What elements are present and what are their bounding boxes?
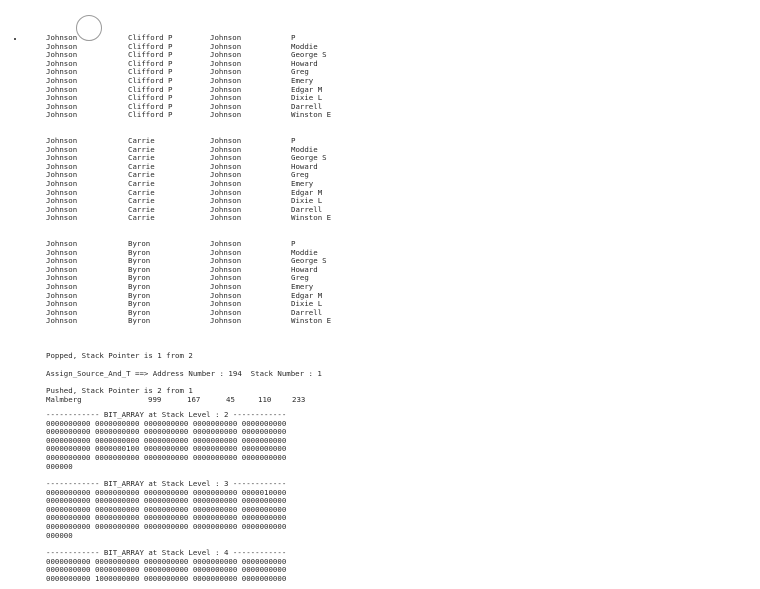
relative-surname-cell: Johnson (210, 153, 242, 163)
relative-surname-cell: Johnson (210, 110, 242, 120)
given-name-cell: Byron (128, 299, 151, 309)
bit-values: 0000000000 0000000000 0000000000 0000000000 0000000000 (46, 513, 287, 523)
given-name-cell: Clifford P (128, 101, 173, 111)
relative-surname-cell: Johnson (210, 264, 242, 274)
name-row (0, 316, 760, 325)
relative-given-name-cell: Greg (291, 170, 309, 180)
relative-given-name-cell: Emery (291, 76, 314, 85)
name-row (0, 213, 760, 222)
relative-given-name-cell: Edgar M (291, 187, 323, 197)
name-row (0, 110, 760, 119)
given-name-cell: Byron (128, 264, 151, 274)
surname-cell: Johnson (46, 299, 78, 309)
relative-given-name-cell: George S (291, 153, 327, 163)
relative-given-name-cell: Winston E (291, 213, 332, 223)
surname-cell: Johnson (46, 67, 78, 77)
relative-given-name-cell: Winston E (291, 110, 332, 120)
given-name-cell: Byron (128, 256, 151, 266)
surname-cell: Johnson (46, 239, 78, 248)
relative-surname-cell: Johnson (210, 273, 242, 283)
log-line (0, 351, 760, 360)
pushed-message: Pushed, Stack Pointer is 2 from 1 (46, 386, 193, 395)
popped-message: Popped, Stack Pointer is 1 from 2 (46, 351, 193, 360)
relative-given-name-cell: Dixie L (291, 299, 323, 309)
surname-cell: Johnson (46, 33, 78, 42)
log-line (0, 369, 760, 378)
bit-values: 0000000000 0000000000 0000000000 0000000000 0000000000 (46, 504, 287, 514)
relative-surname-cell: Johnson (210, 213, 242, 223)
record-number: 167 (187, 395, 201, 404)
relative-surname-cell: Johnson (210, 316, 242, 326)
given-name-cell: Byron (128, 290, 151, 300)
relative-surname-cell: Johnson (210, 76, 242, 85)
bit-values: 0000000000 0000000000 0000000000 0000000000 0000000000 (46, 418, 287, 428)
given-name-cell: Clifford P (128, 76, 173, 85)
surname-cell: Johnson (46, 316, 78, 326)
relative-surname-cell: Johnson (210, 33, 242, 42)
given-name-cell: Carrie (128, 153, 155, 163)
relative-given-name-cell: Moddie (291, 41, 318, 51)
relative-given-name-cell: Howard (291, 58, 318, 68)
given-name-cell: Clifford P (128, 58, 173, 68)
surname-cell: Johnson (46, 256, 78, 266)
surname-cell: Johnson (46, 50, 78, 60)
relative-given-name-cell: Greg (291, 67, 309, 77)
relative-surname-cell: Johnson (210, 41, 242, 51)
bit-array-row (0, 531, 760, 540)
given-name-cell: Carrie (128, 213, 155, 223)
bit-array-row (0, 462, 760, 471)
bit-array-title: ------------ BIT_ARRAY at Stack Level : 2 ------------ (46, 410, 287, 419)
relative-surname-cell: Johnson (210, 282, 242, 291)
given-name-cell: Carrie (128, 187, 155, 197)
relative-surname-cell: Johnson (210, 307, 242, 317)
surname-cell: Johnson (46, 101, 78, 111)
relative-surname-cell: Johnson (210, 247, 242, 257)
relative-given-name-cell: P (291, 33, 296, 42)
surname-cell: Johnson (46, 144, 78, 154)
record-number: 45 (226, 395, 235, 404)
bit-values: 0000000000 0000000000 0000000000 0000000000 0000000000 (46, 522, 287, 531)
given-name-cell: Carrie (128, 196, 155, 206)
log-line (0, 386, 760, 395)
relative-given-name-cell: Howard (291, 264, 318, 274)
record-number: 110 (258, 395, 272, 404)
surname-cell: Johnson (46, 290, 78, 300)
relative-surname-cell: Johnson (210, 179, 242, 188)
relative-given-name-cell: Darrell (291, 307, 323, 317)
given-name-cell: Carrie (128, 204, 155, 214)
surname-cell: Johnson (46, 161, 78, 171)
surname-cell: Johnson (46, 179, 78, 188)
relative-surname-cell: Johnson (210, 299, 242, 309)
given-name-cell: Byron (128, 307, 151, 317)
bit-array-row (0, 574, 760, 583)
given-name-cell: Byron (128, 247, 151, 257)
record-name: Malmberg (46, 395, 82, 404)
relative-surname-cell: Johnson (210, 290, 242, 300)
bit-values: 0000000000 0000000000 0000000000 0000000000 0000000000 (46, 565, 287, 575)
bit-values: 0000000000 0000000000 0000000000 0000000000 0000000000 (46, 496, 287, 506)
relative-surname-cell: Johnson (210, 58, 242, 68)
relative-given-name-cell: Moddie (291, 247, 318, 257)
surname-cell: Johnson (46, 110, 78, 120)
relative-given-name-cell: P (291, 136, 296, 145)
relative-surname-cell: Johnson (210, 101, 242, 111)
surname-cell: Johnson (46, 282, 78, 291)
bit-values: 0000000000 0000000000 0000000000 0000000000 0000000000 (46, 556, 287, 566)
relative-surname-cell: Johnson (210, 187, 242, 197)
given-name-cell: Carrie (128, 144, 155, 154)
bit-array-title: ------------ BIT_ARRAY at Stack Level : 3 ------------ (46, 479, 287, 488)
relative-given-name-cell: Moddie (291, 144, 318, 154)
surname-cell: Johnson (46, 93, 78, 103)
given-name-cell: Carrie (128, 179, 155, 188)
relative-given-name-cell: Dixie L (291, 196, 323, 206)
relative-surname-cell: Johnson (210, 136, 242, 145)
relative-given-name-cell: Edgar M (291, 290, 323, 300)
given-name-cell: Clifford P (128, 84, 173, 94)
relative-given-name-cell: Dixie L (291, 93, 323, 103)
bit-values: 0000000000 0000000000 0000000000 0000000000 0000000000 (46, 435, 287, 445)
given-name-cell: Byron (128, 316, 151, 326)
given-name-cell: Clifford P (128, 41, 173, 51)
relative-surname-cell: Johnson (210, 144, 242, 154)
bit-values: 0000000000 0000000100 0000000000 0000000000 0000000000 (46, 444, 287, 454)
given-name-cell: Byron (128, 239, 151, 248)
relative-given-name-cell: George S (291, 256, 327, 266)
surname-cell: Johnson (46, 247, 78, 257)
record-line (0, 395, 760, 404)
relative-given-name-cell: P (291, 239, 296, 248)
record-number: 999 (148, 395, 162, 404)
given-name-cell: Clifford P (128, 67, 173, 77)
given-name-cell: Clifford P (128, 50, 173, 60)
surname-cell: Johnson (46, 153, 78, 163)
surname-cell: Johnson (46, 58, 78, 68)
surname-cell: Johnson (46, 204, 78, 214)
relative-given-name-cell: Darrell (291, 204, 323, 214)
record-number: 233 (292, 395, 306, 404)
bit-values: 0000000000 0000000000 0000000000 0000000000 0000000000 (46, 453, 287, 462)
surname-cell: Johnson (46, 213, 78, 223)
relative-given-name-cell: Winston E (291, 316, 332, 326)
relative-surname-cell: Johnson (210, 84, 242, 94)
surname-cell: Johnson (46, 196, 78, 206)
relative-surname-cell: Johnson (210, 50, 242, 60)
relative-surname-cell: Johnson (210, 239, 242, 248)
surname-cell: Johnson (46, 84, 78, 94)
relative-surname-cell: Johnson (210, 67, 242, 77)
relative-surname-cell: Johnson (210, 256, 242, 266)
given-name-cell: Carrie (128, 136, 155, 145)
relative-surname-cell: Johnson (210, 196, 242, 206)
bit-values: 0000000000 1000000000 0000000000 0000000000 0000000000 (46, 573, 287, 583)
given-name-cell: Byron (128, 273, 151, 283)
given-name-cell: Carrie (128, 161, 155, 171)
surname-cell: Johnson (46, 264, 78, 274)
relative-surname-cell: Johnson (210, 170, 242, 180)
relative-surname-cell: Johnson (210, 93, 242, 103)
relative-surname-cell: Johnson (210, 204, 242, 214)
given-name-cell: Clifford P (128, 110, 173, 120)
relative-given-name-cell: Emery (291, 179, 314, 188)
given-name-cell: Clifford P (128, 33, 173, 42)
given-name-cell: Clifford P (128, 93, 173, 103)
relative-given-name-cell: Howard (291, 161, 318, 171)
relative-given-name-cell: Greg (291, 273, 309, 283)
surname-cell: Johnson (46, 136, 78, 145)
bit-array-title: ------------ BIT_ARRAY at Stack Level : 4 ------------ (46, 548, 287, 557)
surname-cell: Johnson (46, 76, 78, 85)
relative-surname-cell: Johnson (210, 161, 242, 171)
relative-given-name-cell: George S (291, 50, 327, 60)
bit-values: 000000 (46, 530, 73, 540)
bit-values: 000000 (46, 461, 73, 471)
surname-cell: Johnson (46, 273, 78, 283)
surname-cell: Johnson (46, 187, 78, 197)
relative-given-name-cell: Emery (291, 282, 314, 291)
surname-cell: Johnson (46, 170, 78, 180)
assign-message: Assign_Source_And_T ==> Address Number : 194 Stack Number : 1 (46, 369, 322, 378)
relative-given-name-cell: Edgar M (291, 84, 323, 94)
given-name-cell: Byron (128, 282, 151, 291)
bit-values: 0000000000 0000000000 0000000000 0000000000 0000010000 (46, 487, 287, 497)
relative-given-name-cell: Darrell (291, 101, 323, 111)
given-name-cell: Carrie (128, 170, 155, 180)
surname-cell: Johnson (46, 41, 78, 51)
bit-values: 0000000000 0000000000 0000000000 0000000000 0000000000 (46, 427, 287, 437)
surname-cell: Johnson (46, 307, 78, 317)
